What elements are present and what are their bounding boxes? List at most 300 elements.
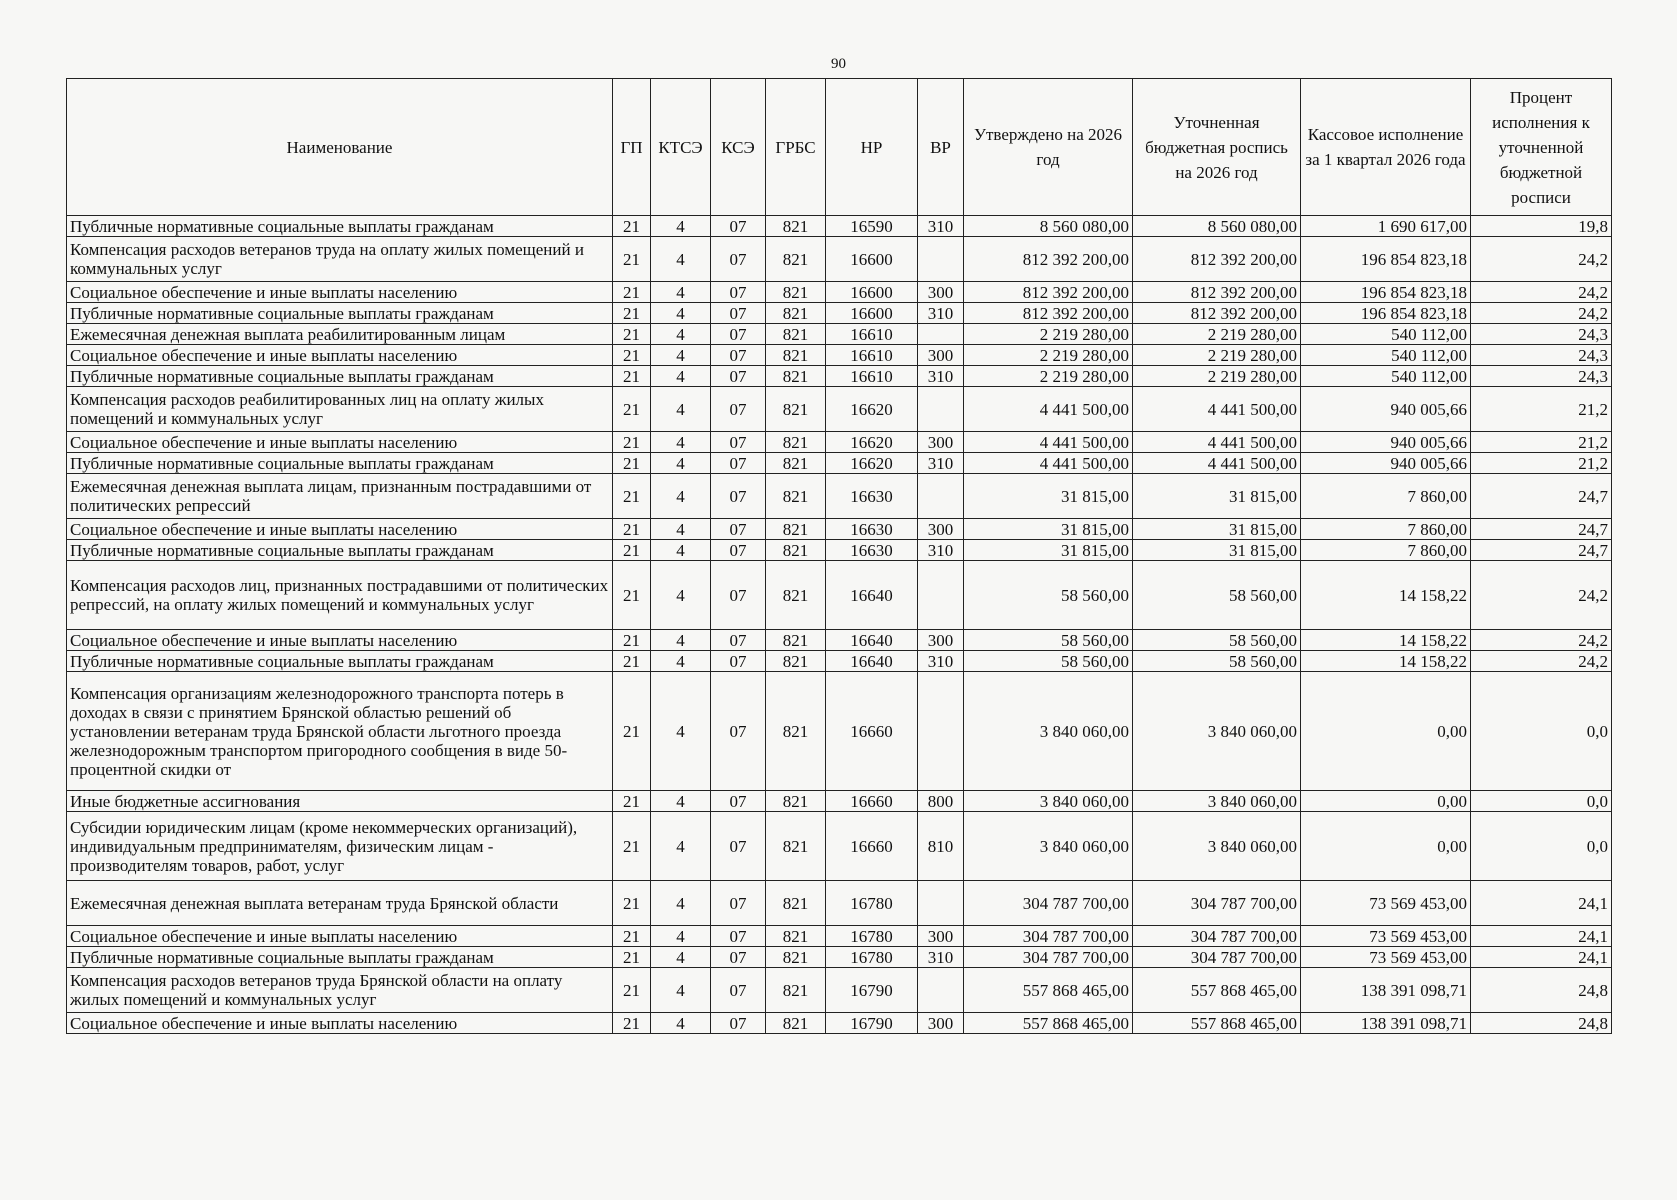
row-gp: 21 — [613, 561, 651, 630]
row-kse: 07 — [711, 812, 766, 881]
row-refined: 812 392 200,00 — [1133, 237, 1301, 282]
row-ktse: 4 — [651, 812, 711, 881]
row-gp: 21 — [613, 366, 651, 387]
row-percent: 24,1 — [1471, 947, 1612, 968]
table-row — [67, 791, 1612, 812]
row-executed: 196 854 823,18 — [1301, 237, 1471, 282]
row-refined: 2 219 280,00 — [1133, 366, 1301, 387]
row-refined: 31 815,00 — [1133, 474, 1301, 519]
row-gp: 21 — [613, 947, 651, 968]
row-grbs: 821 — [766, 324, 826, 345]
row-name: Социальное обеспечение и иные выплаты населению — [67, 282, 613, 303]
row-ktse: 4 — [651, 324, 711, 345]
row-nr: 16600 — [826, 237, 918, 282]
row-name: Социальное обеспечение и иные выплаты населению — [67, 926, 613, 947]
row-executed: 14 158,22 — [1301, 630, 1471, 651]
row-kse: 07 — [711, 791, 766, 812]
row-refined: 4 441 500,00 — [1133, 432, 1301, 453]
row-name: Компенсация расходов реабилитированных лиц на оплату жилых помещений и коммунальных услуг — [67, 387, 613, 432]
row-kse: 07 — [711, 324, 766, 345]
row-percent: 21,2 — [1471, 387, 1612, 432]
row-percent: 21,2 — [1471, 432, 1612, 453]
row-kse: 07 — [711, 387, 766, 432]
row-executed: 138 391 098,71 — [1301, 1013, 1471, 1034]
row-grbs: 821 — [766, 519, 826, 540]
row-refined: 2 219 280,00 — [1133, 324, 1301, 345]
row-grbs: 821 — [766, 651, 826, 672]
row-vr: 310 — [918, 947, 964, 968]
row-ktse: 4 — [651, 947, 711, 968]
table-row — [67, 282, 1612, 303]
table-row — [67, 540, 1612, 561]
row-name: Ежемесячная денежная выплата ветеранам труда Брянской области — [67, 881, 613, 926]
row-gp: 21 — [613, 812, 651, 881]
row-kse: 07 — [711, 216, 766, 237]
row-executed: 940 005,66 — [1301, 387, 1471, 432]
row-grbs: 821 — [766, 303, 826, 324]
row-grbs: 821 — [766, 926, 826, 947]
row-vr: 310 — [918, 366, 964, 387]
row-vr: 310 — [918, 453, 964, 474]
row-ktse: 4 — [651, 791, 711, 812]
row-ktse: 4 — [651, 345, 711, 366]
row-vr: 300 — [918, 282, 964, 303]
header-nr: НР — [826, 79, 918, 216]
row-vr: 310 — [918, 216, 964, 237]
row-executed: 196 854 823,18 — [1301, 282, 1471, 303]
row-refined: 812 392 200,00 — [1133, 282, 1301, 303]
budget-table — [66, 78, 1612, 1034]
row-approved: 2 219 280,00 — [964, 345, 1133, 366]
row-name: Публичные нормативные социальные выплаты гражданам — [67, 303, 613, 324]
row-refined: 31 815,00 — [1133, 540, 1301, 561]
row-nr: 16630 — [826, 474, 918, 519]
row-name: Публичные нормативные социальные выплаты гражданам — [67, 651, 613, 672]
row-nr: 16590 — [826, 216, 918, 237]
table-row — [67, 881, 1612, 926]
row-vr — [918, 561, 964, 630]
row-nr: 16780 — [826, 926, 918, 947]
row-nr: 16610 — [826, 324, 918, 345]
row-nr: 16610 — [826, 366, 918, 387]
row-percent: 24,2 — [1471, 651, 1612, 672]
row-vr: 310 — [918, 540, 964, 561]
row-percent: 24,2 — [1471, 630, 1612, 651]
row-grbs: 821 — [766, 812, 826, 881]
table-row — [67, 387, 1612, 432]
row-executed: 73 569 453,00 — [1301, 926, 1471, 947]
row-gp: 21 — [613, 345, 651, 366]
table-row — [67, 926, 1612, 947]
row-executed: 540 112,00 — [1301, 366, 1471, 387]
row-gp: 21 — [613, 303, 651, 324]
table-row — [67, 630, 1612, 651]
row-grbs: 821 — [766, 474, 826, 519]
table-row — [67, 672, 1612, 791]
row-nr: 16610 — [826, 345, 918, 366]
row-refined: 4 441 500,00 — [1133, 453, 1301, 474]
row-gp: 21 — [613, 630, 651, 651]
row-name: Компенсация расходов ветеранов труда на оплату жилых помещений и коммунальных услуг — [67, 237, 613, 282]
row-vr — [918, 237, 964, 282]
row-ktse: 4 — [651, 453, 711, 474]
row-vr — [918, 672, 964, 791]
row-nr: 16600 — [826, 303, 918, 324]
row-ktse: 4 — [651, 1013, 711, 1034]
header-ktse: КТСЭ — [651, 79, 711, 216]
row-executed: 14 158,22 — [1301, 561, 1471, 630]
row-grbs: 821 — [766, 561, 826, 630]
header-approved: Утверждено на 2026 год — [964, 79, 1133, 216]
row-vr: 800 — [918, 791, 964, 812]
row-approved: 304 787 700,00 — [964, 881, 1133, 926]
row-refined: 2 219 280,00 — [1133, 345, 1301, 366]
row-vr — [918, 881, 964, 926]
row-refined: 304 787 700,00 — [1133, 947, 1301, 968]
row-executed: 7 860,00 — [1301, 474, 1471, 519]
row-executed: 1 690 617,00 — [1301, 216, 1471, 237]
row-kse: 07 — [711, 881, 766, 926]
row-approved: 2 219 280,00 — [964, 366, 1133, 387]
table-row — [67, 1013, 1612, 1034]
row-gp: 21 — [613, 540, 651, 561]
row-vr: 300 — [918, 432, 964, 453]
row-approved: 3 840 060,00 — [964, 672, 1133, 791]
row-grbs: 821 — [766, 432, 826, 453]
row-percent: 24,3 — [1471, 366, 1612, 387]
row-grbs: 821 — [766, 881, 826, 926]
row-grbs: 821 — [766, 387, 826, 432]
row-grbs: 821 — [766, 672, 826, 791]
row-kse: 07 — [711, 651, 766, 672]
row-approved: 4 441 500,00 — [964, 432, 1133, 453]
row-executed: 0,00 — [1301, 672, 1471, 791]
row-kse: 07 — [711, 303, 766, 324]
row-percent: 0,0 — [1471, 791, 1612, 812]
row-refined: 58 560,00 — [1133, 630, 1301, 651]
table-row — [67, 812, 1612, 881]
row-executed: 940 005,66 — [1301, 432, 1471, 453]
row-approved: 812 392 200,00 — [964, 303, 1133, 324]
row-gp: 21 — [613, 282, 651, 303]
table-row — [67, 345, 1612, 366]
row-name: Публичные нормативные социальные выплаты гражданам — [67, 453, 613, 474]
row-kse: 07 — [711, 926, 766, 947]
row-name: Социальное обеспечение и иные выплаты населению — [67, 432, 613, 453]
row-gp: 21 — [613, 926, 651, 947]
row-executed: 196 854 823,18 — [1301, 303, 1471, 324]
row-executed: 7 860,00 — [1301, 540, 1471, 561]
row-approved: 304 787 700,00 — [964, 926, 1133, 947]
row-ktse: 4 — [651, 474, 711, 519]
row-ktse: 4 — [651, 881, 711, 926]
row-vr: 300 — [918, 1013, 964, 1034]
row-percent: 24,1 — [1471, 926, 1612, 947]
row-grbs: 821 — [766, 366, 826, 387]
row-percent: 24,8 — [1471, 968, 1612, 1013]
row-kse: 07 — [711, 519, 766, 540]
row-approved: 812 392 200,00 — [964, 282, 1133, 303]
row-nr: 16620 — [826, 432, 918, 453]
row-ktse: 4 — [651, 630, 711, 651]
row-grbs: 821 — [766, 791, 826, 812]
row-approved: 2 219 280,00 — [964, 324, 1133, 345]
row-vr: 300 — [918, 519, 964, 540]
row-gp: 21 — [613, 519, 651, 540]
row-vr — [918, 474, 964, 519]
row-grbs: 821 — [766, 968, 826, 1013]
row-approved: 4 441 500,00 — [964, 453, 1133, 474]
row-nr: 16600 — [826, 282, 918, 303]
row-kse: 07 — [711, 474, 766, 519]
row-grbs: 821 — [766, 216, 826, 237]
row-name: Компенсация расходов лиц, признанных пострадавшими от политических репрессий, на оплату жилых помещений и коммунальных услуг — [67, 561, 613, 630]
row-name: Социальное обеспечение и иные выплаты населению — [67, 630, 613, 651]
row-percent: 24,7 — [1471, 540, 1612, 561]
row-percent: 24,2 — [1471, 237, 1612, 282]
row-executed: 0,00 — [1301, 791, 1471, 812]
row-executed: 940 005,66 — [1301, 453, 1471, 474]
row-ktse: 4 — [651, 366, 711, 387]
row-kse: 07 — [711, 561, 766, 630]
row-ktse: 4 — [651, 519, 711, 540]
table-row — [67, 303, 1612, 324]
row-percent: 24,1 — [1471, 881, 1612, 926]
row-executed: 7 860,00 — [1301, 519, 1471, 540]
row-percent: 24,3 — [1471, 345, 1612, 366]
row-refined: 304 787 700,00 — [1133, 881, 1301, 926]
row-percent: 24,2 — [1471, 303, 1612, 324]
row-approved: 3 840 060,00 — [964, 791, 1133, 812]
row-gp: 21 — [613, 1013, 651, 1034]
row-refined: 31 815,00 — [1133, 519, 1301, 540]
row-kse: 07 — [711, 672, 766, 791]
row-name: Публичные нормативные социальные выплаты гражданам — [67, 947, 613, 968]
row-kse: 07 — [711, 540, 766, 561]
row-refined: 58 560,00 — [1133, 651, 1301, 672]
row-nr: 16780 — [826, 881, 918, 926]
row-refined: 557 868 465,00 — [1133, 1013, 1301, 1034]
row-kse: 07 — [711, 366, 766, 387]
header-name: Наименование — [67, 79, 613, 216]
row-refined: 58 560,00 — [1133, 561, 1301, 630]
row-nr: 16660 — [826, 812, 918, 881]
table-row — [67, 324, 1612, 345]
row-nr: 16630 — [826, 540, 918, 561]
row-nr: 16790 — [826, 968, 918, 1013]
row-name: Социальное обеспечение и иные выплаты населению — [67, 345, 613, 366]
row-kse: 07 — [711, 947, 766, 968]
row-ktse: 4 — [651, 282, 711, 303]
row-vr — [918, 324, 964, 345]
row-gp: 21 — [613, 324, 651, 345]
row-grbs: 821 — [766, 237, 826, 282]
row-grbs: 821 — [766, 1013, 826, 1034]
row-vr — [918, 387, 964, 432]
row-refined: 4 441 500,00 — [1133, 387, 1301, 432]
row-ktse: 4 — [651, 672, 711, 791]
row-kse: 07 — [711, 237, 766, 282]
row-executed: 540 112,00 — [1301, 345, 1471, 366]
row-gp: 21 — [613, 881, 651, 926]
row-name: Социальное обеспечение и иные выплаты населению — [67, 519, 613, 540]
header-executed: Кассовое исполнение за 1 квартал 2026 года — [1301, 79, 1471, 216]
row-ktse: 4 — [651, 926, 711, 947]
row-refined: 8 560 080,00 — [1133, 216, 1301, 237]
header-vr: ВР — [918, 79, 964, 216]
row-approved: 304 787 700,00 — [964, 947, 1133, 968]
row-ktse: 4 — [651, 968, 711, 1013]
row-vr: 300 — [918, 926, 964, 947]
page-number: 90 — [831, 56, 846, 72]
row-refined: 557 868 465,00 — [1133, 968, 1301, 1013]
row-grbs: 821 — [766, 947, 826, 968]
row-grbs: 821 — [766, 453, 826, 474]
row-name: Компенсация расходов ветеранов труда Брянской области на оплату жилых помещений и коммунальных услуг — [67, 968, 613, 1013]
row-refined: 304 787 700,00 — [1133, 926, 1301, 947]
row-name: Компенсация организациям железнодорожного транспорта потерь в доходах в связи с принятием Брянской областью решений об установлении ветеранам труда Брянской области льготного проезда железнодорожным транспортом пригородного сообщения в виде 50-процентной скидки от — [67, 672, 613, 791]
row-kse: 07 — [711, 432, 766, 453]
row-ktse: 4 — [651, 432, 711, 453]
row-nr: 16660 — [826, 791, 918, 812]
row-approved: 812 392 200,00 — [964, 237, 1133, 282]
row-kse: 07 — [711, 282, 766, 303]
table-row — [67, 453, 1612, 474]
row-nr: 16620 — [826, 453, 918, 474]
table-row — [67, 474, 1612, 519]
row-percent: 24,7 — [1471, 474, 1612, 519]
row-kse: 07 — [711, 345, 766, 366]
row-name: Публичные нормативные социальные выплаты гражданам — [67, 366, 613, 387]
row-grbs: 821 — [766, 630, 826, 651]
row-percent: 0,0 — [1471, 812, 1612, 881]
row-nr: 16780 — [826, 947, 918, 968]
row-nr: 16640 — [826, 630, 918, 651]
row-nr: 16640 — [826, 651, 918, 672]
row-approved: 31 815,00 — [964, 519, 1133, 540]
row-name: Иные бюджетные ассигнования — [67, 791, 613, 812]
row-gp: 21 — [613, 387, 651, 432]
row-approved: 31 815,00 — [964, 474, 1133, 519]
row-gp: 21 — [613, 651, 651, 672]
row-grbs: 821 — [766, 540, 826, 561]
table-row — [67, 968, 1612, 1013]
header-gp: ГП — [613, 79, 651, 216]
table-row — [67, 947, 1612, 968]
row-percent: 19,8 — [1471, 216, 1612, 237]
row-gp: 21 — [613, 432, 651, 453]
row-nr: 16790 — [826, 1013, 918, 1034]
row-vr: 310 — [918, 651, 964, 672]
row-approved: 58 560,00 — [964, 630, 1133, 651]
row-executed: 0,00 — [1301, 812, 1471, 881]
row-kse: 07 — [711, 630, 766, 651]
row-percent: 24,2 — [1471, 561, 1612, 630]
row-nr: 16620 — [826, 387, 918, 432]
row-approved: 31 815,00 — [964, 540, 1133, 561]
table-row — [67, 366, 1612, 387]
row-grbs: 821 — [766, 345, 826, 366]
row-vr: 300 — [918, 345, 964, 366]
row-gp: 21 — [613, 453, 651, 474]
row-gp: 21 — [613, 474, 651, 519]
row-executed: 73 569 453,00 — [1301, 947, 1471, 968]
row-executed: 14 158,22 — [1301, 651, 1471, 672]
row-percent: 24,7 — [1471, 519, 1612, 540]
row-ktse: 4 — [651, 387, 711, 432]
header-grbs: ГРБС — [766, 79, 826, 216]
row-ktse: 4 — [651, 237, 711, 282]
row-approved: 557 868 465,00 — [964, 1013, 1133, 1034]
row-vr: 300 — [918, 630, 964, 651]
row-vr: 810 — [918, 812, 964, 881]
row-nr: 16640 — [826, 561, 918, 630]
header-percent: Процент исполнения к уточненной бюджетной росписи — [1471, 79, 1612, 216]
row-name: Ежемесячная денежная выплата реабилитированным лицам — [67, 324, 613, 345]
row-gp: 21 — [613, 216, 651, 237]
row-refined: 3 840 060,00 — [1133, 791, 1301, 812]
row-name: Субсидии юридическим лицам (кроме некоммерческих организаций), индивидуальным предпринимателям, физическим лицам - производителям товаров, работ, услуг — [67, 812, 613, 881]
row-name: Публичные нормативные социальные выплаты гражданам — [67, 540, 613, 561]
row-executed: 540 112,00 — [1301, 324, 1471, 345]
row-name: Публичные нормативные социальные выплаты гражданам — [67, 216, 613, 237]
row-approved: 58 560,00 — [964, 651, 1133, 672]
row-kse: 07 — [711, 968, 766, 1013]
row-gp: 21 — [613, 791, 651, 812]
row-approved: 58 560,00 — [964, 561, 1133, 630]
row-refined: 812 392 200,00 — [1133, 303, 1301, 324]
row-approved: 4 441 500,00 — [964, 387, 1133, 432]
row-nr: 16660 — [826, 672, 918, 791]
row-name: Социальное обеспечение и иные выплаты населению — [67, 1013, 613, 1034]
row-gp: 21 — [613, 672, 651, 791]
table-row — [67, 519, 1612, 540]
row-executed: 73 569 453,00 — [1301, 881, 1471, 926]
row-percent: 0,0 — [1471, 672, 1612, 791]
row-ktse: 4 — [651, 303, 711, 324]
row-grbs: 821 — [766, 282, 826, 303]
row-ktse: 4 — [651, 651, 711, 672]
row-vr: 310 — [918, 303, 964, 324]
row-vr — [918, 968, 964, 1013]
row-executed: 138 391 098,71 — [1301, 968, 1471, 1013]
row-kse: 07 — [711, 453, 766, 474]
row-refined: 3 840 060,00 — [1133, 812, 1301, 881]
row-ktse: 4 — [651, 216, 711, 237]
table-row — [67, 237, 1612, 282]
row-nr: 16630 — [826, 519, 918, 540]
table-row — [67, 651, 1612, 672]
table-header-row — [67, 79, 1612, 216]
row-approved: 3 840 060,00 — [964, 812, 1133, 881]
row-refined: 3 840 060,00 — [1133, 672, 1301, 791]
row-approved: 8 560 080,00 — [964, 216, 1133, 237]
row-percent: 21,2 — [1471, 453, 1612, 474]
header-kse: КСЭ — [711, 79, 766, 216]
row-ktse: 4 — [651, 540, 711, 561]
row-gp: 21 — [613, 968, 651, 1013]
row-percent: 24,8 — [1471, 1013, 1612, 1034]
table-row — [67, 432, 1612, 453]
row-name: Ежемесячная денежная выплата лицам, признанным пострадавшими от политических репрессий — [67, 474, 613, 519]
row-gp: 21 — [613, 237, 651, 282]
header-refined: Уточненная бюджетная роспись на 2026 год — [1133, 79, 1301, 216]
row-kse: 07 — [711, 1013, 766, 1034]
table-row — [67, 561, 1612, 630]
row-percent: 24,3 — [1471, 324, 1612, 345]
row-percent: 24,2 — [1471, 282, 1612, 303]
table-row — [67, 216, 1612, 237]
